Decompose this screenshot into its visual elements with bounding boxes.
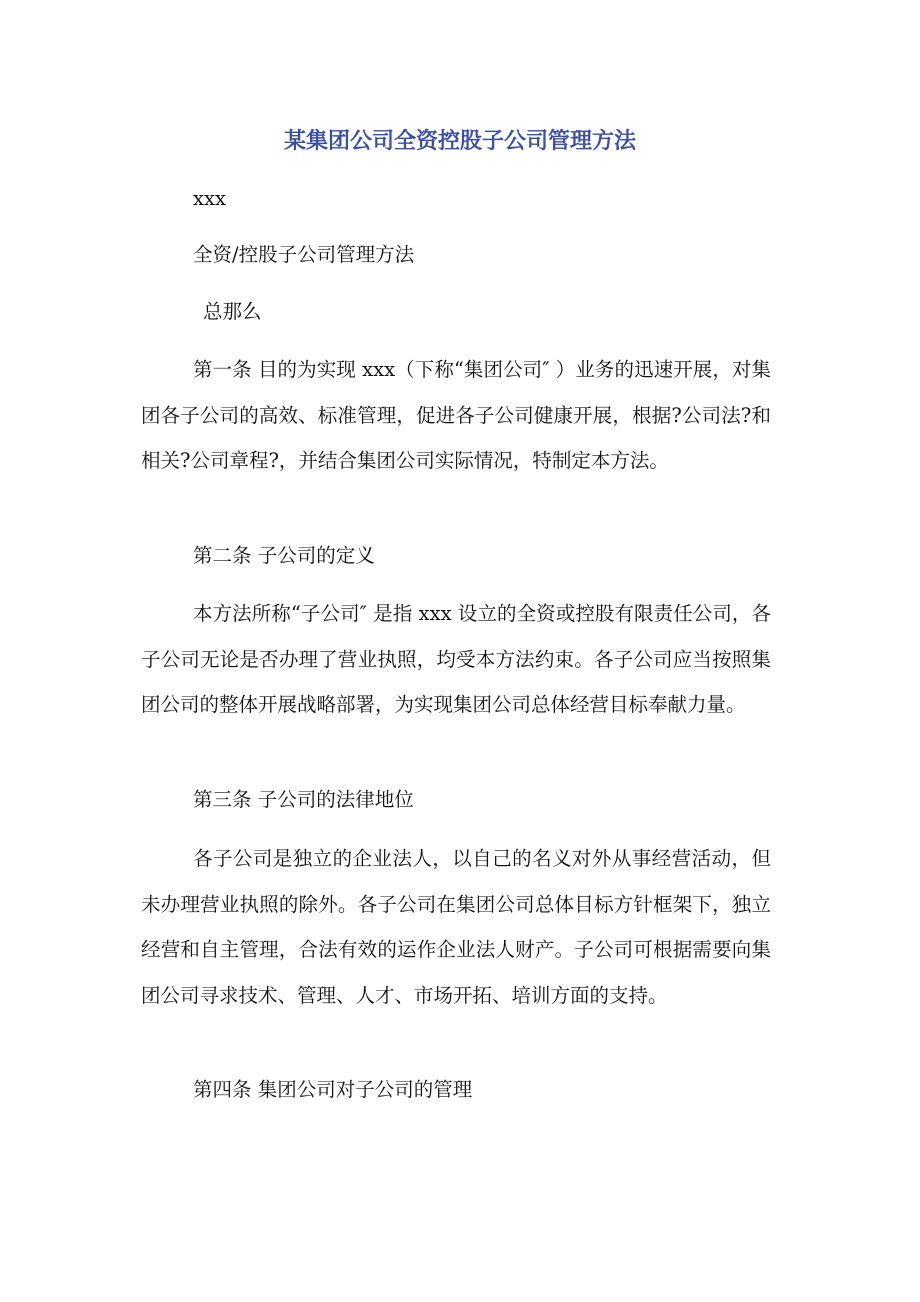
document-subtitle: 全资/控股子公司管理方法 — [193, 243, 415, 266]
chapter-heading: 总那么 — [203, 300, 262, 323]
document-title: 某集团公司全资控股子公司管理方法 — [283, 129, 636, 154]
article-1-paragraph: 第一条 目的为实现 xxx（下称“集团公司″ ）业务的迅速开展，对集团各子公司的高效、标准管理，促进各子公司健康开展，根据?公司法?和相关?公司章程?，并结合集团公司实际情况，特制定本方法。 — [141, 358, 771, 473]
author-line: xxx — [193, 187, 226, 210]
article-3-heading: 第三条 子公司的法律地位 — [193, 788, 414, 811]
article-4-heading: 第四条 集团公司对子公司的管理 — [193, 1078, 473, 1101]
article-2-paragraph: 本方法所称“子公司″ 是指 xxx 设立的全资或控股有限责任公司，各子公司无论是否办理了营业执照，均受本方法约束。各子公司应当按照集团公司的整体开展战略部署，为实现集团公司总体经营目标奉献力量。 — [141, 602, 771, 717]
article-3-paragraph: 各子公司是独立的企业法人，以自己的名义对外从事经营活动，但未办理营业执照的除外。各子公司在集团公司总体目标方针框架下，独立经营和自主管理，合法有效的运作企业法人财产。子公司可根据需要向集团公司寻求技术、管理、人才、市场开拓、培训方面的支持。 — [141, 847, 771, 1007]
article-2-heading: 第二条 子公司的定义 — [193, 544, 375, 567]
